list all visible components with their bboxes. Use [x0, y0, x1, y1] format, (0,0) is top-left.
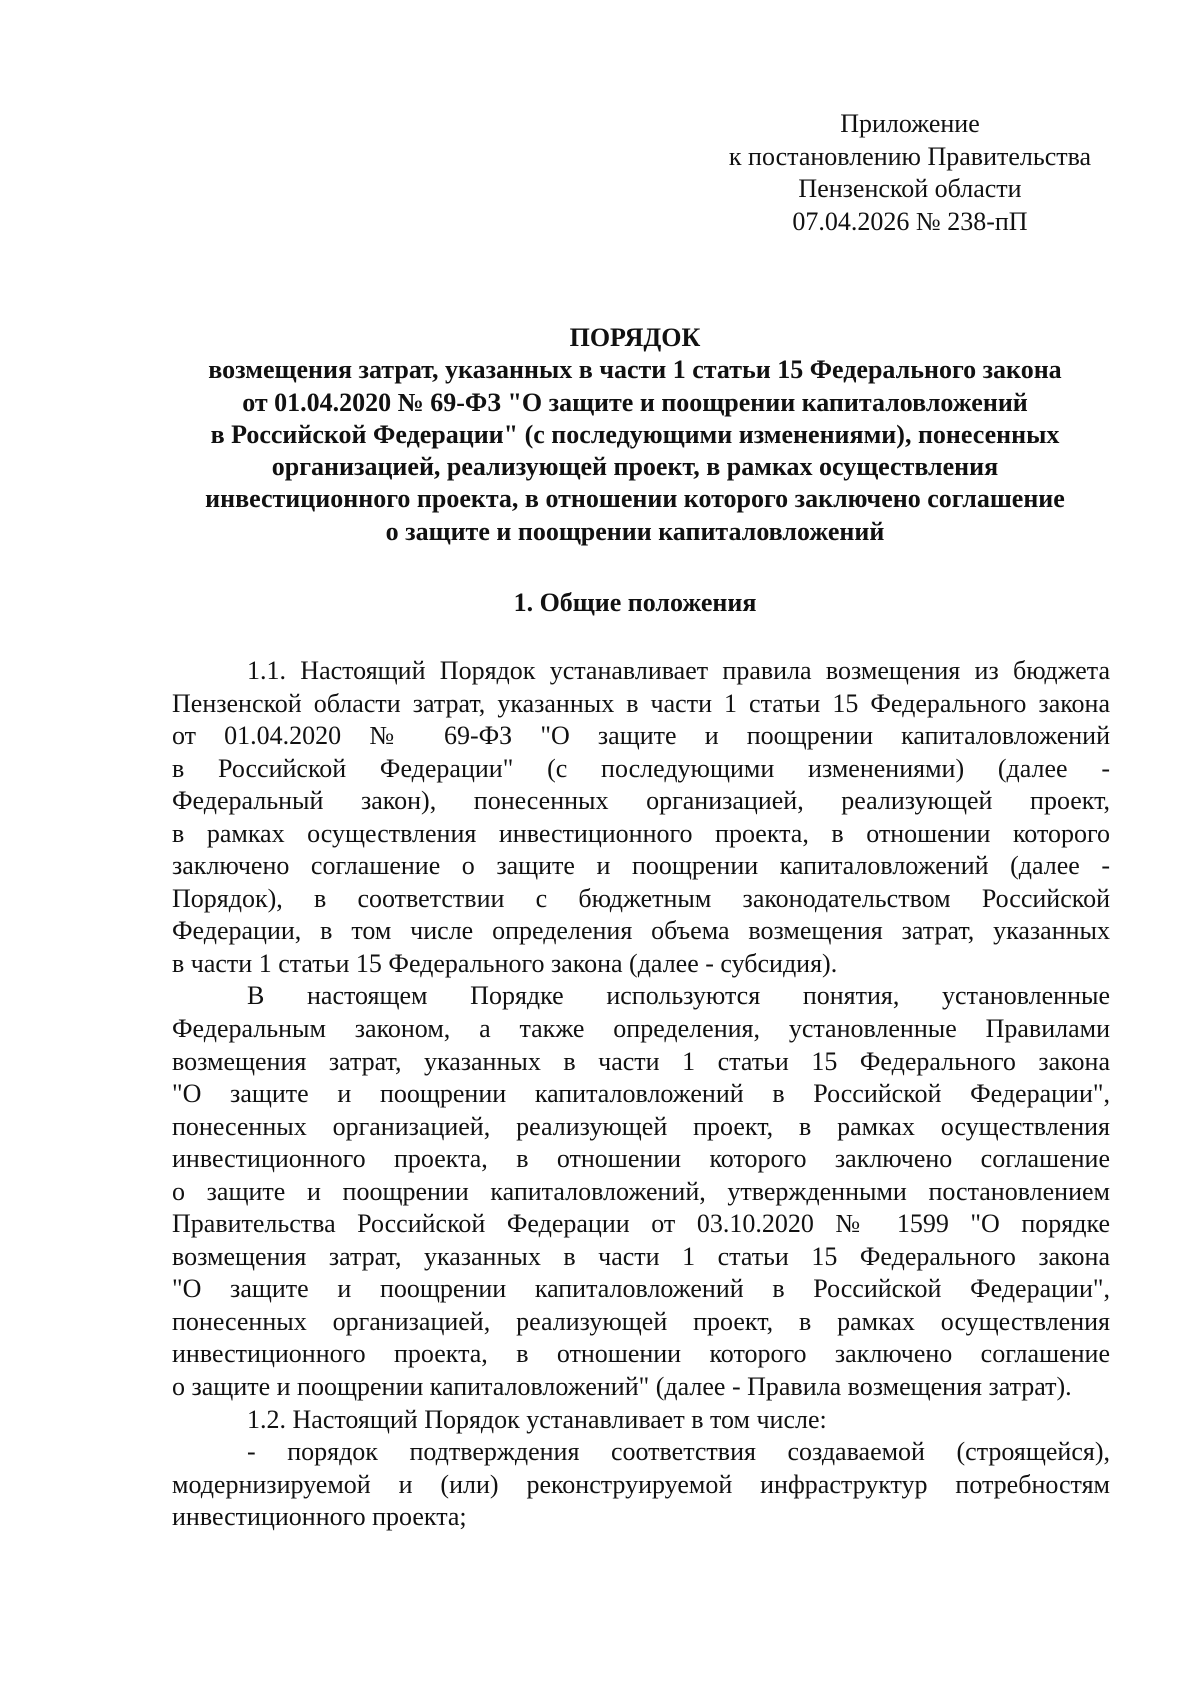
paragraph-line: 1.1. Настоящий Порядок устанавливает правила возмещения из бюджета — [247, 656, 1110, 685]
paragraph-line: Правительства Российской Федерации от 03.10.2020 № 1599 "О порядке — [172, 1209, 1110, 1239]
paragraph-line: В настоящем Порядке используются понятия, установленные — [247, 981, 1110, 1011]
appendix-block — [690, 108, 1130, 238]
section-heading: 1. Общие положения — [513, 588, 757, 617]
title-line: в Российской Федерации" (с последующими изменениями), понесенных — [210, 419, 1060, 449]
paragraph-line: возмещения затрат, указанных в части 1 статьи 15 Федерального закона — [172, 1241, 1110, 1271]
title-line: от 01.04.2020 № 69-ФЗ "О защите и поощрении капиталовложений — [242, 387, 1028, 417]
title-line: организацией, реализующей проект, в рамках осуществления — [271, 452, 999, 482]
title-line: инвестиционного проекта, в отношении которого заключено соглашение — [205, 484, 1065, 514]
paragraph-line: Пензенской области затрат, указанных в части 1 статьи 15 Федерального закона — [172, 688, 1110, 718]
paragraph-line: Федеральным законом, а также определения, установленные Правилами — [172, 1014, 1110, 1044]
paragraph-line: 1.2. Настоящий Порядок устанавливает в том числе: — [247, 1404, 827, 1434]
list-item-line: - порядок подтверждения соответствия создаваемой (строящейся), — [247, 1437, 1110, 1467]
paragraph-line: от 01.04.2020 № 69-ФЗ "О защите и поощрении капиталовложений — [172, 721, 1110, 751]
paragraph-line: о защите и поощрении капиталовложений, утвержденными постановлением — [172, 1176, 1110, 1206]
paragraph-line: "О защите и поощрении капиталовложений в Российской Федерации", — [172, 1274, 1110, 1304]
paragraph-line: Порядок), в соответствии с бюджетным законодательством Российской — [172, 883, 1110, 913]
title-line: возмещения затрат, указанных в части 1 статьи 15 Федерального закона — [208, 355, 1062, 385]
appendix-line: 07.04.2026 № 238-пП — [792, 206, 1028, 236]
section-body — [172, 655, 1110, 1534]
list-item-line: инвестиционного проекта; — [172, 1502, 467, 1532]
paragraph-line: "О защите и поощрении капиталовложений в Российской Федерации", — [172, 1079, 1110, 1109]
paragraph-line: о защите и поощрении капиталовложений" (далее - Правила возмещения затрат). — [172, 1372, 1072, 1402]
paragraph-line: Федерации, в том числе определения объема возмещения затрат, указанных — [172, 916, 1110, 946]
appendix-line: к постановлению Правительства — [728, 141, 1092, 171]
paragraph-line: возмещения затрат, указанных в части 1 статьи 15 Федерального закона — [172, 1046, 1110, 1076]
paragraph-line: в Российской Федерации" (с последующими изменениями) (далее - — [172, 753, 1110, 783]
paragraph-line: инвестиционного проекта, в отношении которого заключено соглашение — [172, 1144, 1110, 1174]
document-title — [160, 322, 1110, 548]
paragraph-line: инвестиционного проекта, в отношении которого заключено соглашение — [172, 1339, 1110, 1369]
appendix-line: Приложение — [840, 109, 980, 138]
paragraph-line: в рамках осуществления инвестиционного проекта, в отношении которого — [172, 818, 1110, 848]
paragraph-line: заключено соглашение о защите и поощрении капиталовложений (далее - — [172, 851, 1110, 881]
list-item-line: модернизируемой и (или) реконструируемой инфраструктур потребностям — [172, 1469, 1110, 1499]
paragraph-line: понесенных организацией, реализующей проект, в рамках осуществления — [172, 1111, 1110, 1141]
paragraph-line: понесенных организацией, реализующей проект, в рамках осуществления — [172, 1306, 1110, 1336]
title-heading: ПОРЯДОК — [569, 323, 701, 352]
appendix-line: Пензенской области — [798, 174, 1022, 203]
paragraph-line: Федеральный закон), понесенных организацией, реализующей проект, — [172, 786, 1110, 816]
title-line: о защите и поощрении капиталовложений — [385, 516, 885, 546]
paragraph-line: в части 1 статьи 15 Федерального закона (далее - субсидия). — [172, 948, 838, 978]
